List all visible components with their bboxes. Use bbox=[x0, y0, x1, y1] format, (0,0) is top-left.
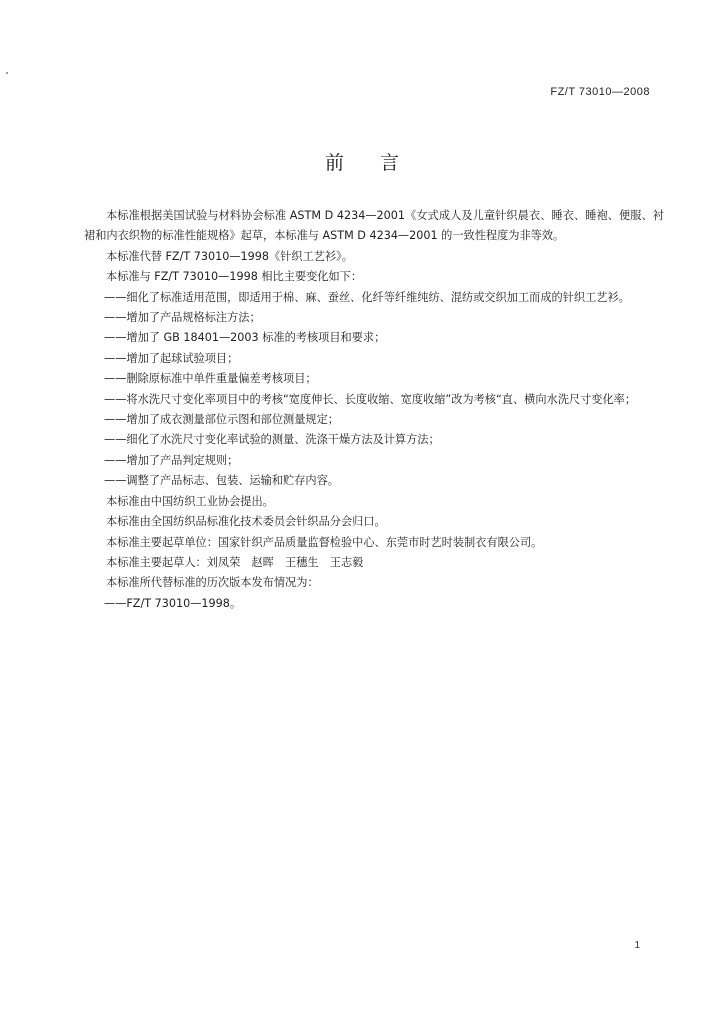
standard-number: FZ/T 73010—2008 bbox=[550, 86, 650, 98]
change-item: ——增加了起球试验项目； bbox=[104, 351, 239, 365]
drafting-units-line: 本标准主要起草单位：国家针织产品质量监督检验中心、东莞市时艺时装制衣有限公司。 bbox=[106, 535, 543, 549]
change-item: ——增加了 GB 18401—2003 标准的考核项目和要求； bbox=[104, 331, 386, 345]
page-title: 前言 bbox=[324, 152, 435, 174]
change-item: ——细化了水洗尺寸变化率试验的测量、洗涤干燥方法及计算方法； bbox=[104, 433, 440, 447]
proposer-line: 本标准由中国纺织工业协会提出。 bbox=[106, 494, 274, 508]
page-number: 1 bbox=[634, 940, 640, 951]
history-intro-line: 本标准所代替标准的历次版本发布情况为： bbox=[106, 576, 319, 590]
change-item: ——增加了产品规格标注方法； bbox=[104, 311, 261, 325]
change-item: ——调整了产品标志、包装、运输和贮存内容。 bbox=[104, 474, 339, 488]
changes-list bbox=[84, 288, 664, 492]
replaces-paragraph: 本标准代替 FZ/T 73010—1998《针织工艺衫》。 bbox=[106, 249, 353, 263]
scan-speck bbox=[6, 72, 8, 74]
change-item: ——增加了产品判定规则； bbox=[104, 453, 239, 467]
change-item: ——将水洗尺寸变化率项目中的考核“宽度伸长、长度收缩、宽度收缩”改为考核“直、横向水洗尺寸变化率； bbox=[104, 392, 637, 406]
history-item: ——FZ/T 73010—1998。 bbox=[104, 596, 242, 610]
drafters-line: 本标准主要起草人：刘凤荣 赵晖 王穗生 王志毅 bbox=[106, 555, 364, 569]
change-item: ——删除原标准中单件重量偏差考核项目； bbox=[104, 372, 317, 386]
change-item: ——细化了标准适用范围，即适用于棉、麻、蚕丝、化纤等纤维纯纺、混纺或交织加工而成的针织工艺衫。 bbox=[104, 290, 630, 304]
intro-paragraph: 本标准根据美国试验与材料协会标准 ASTM D 4234—2001《女式成人及儿童针织晨衣、睡衣、睡袍、便服、衬裙和内衣织物的标准性能规格》起草，本标准与 ASTM D 4234—2001 的一致性程度为非等效。 bbox=[84, 209, 664, 243]
foreword-body bbox=[84, 206, 664, 614]
change-item: ——增加了成衣测量部位示图和部位测量规定； bbox=[104, 413, 339, 427]
committee-line: 本标准由全国纺织品标准化技术委员会针织品分会归口。 bbox=[106, 515, 386, 529]
changes-intro: 本标准与 FZ/T 73010—1998 相比主要变化如下： bbox=[106, 270, 363, 284]
